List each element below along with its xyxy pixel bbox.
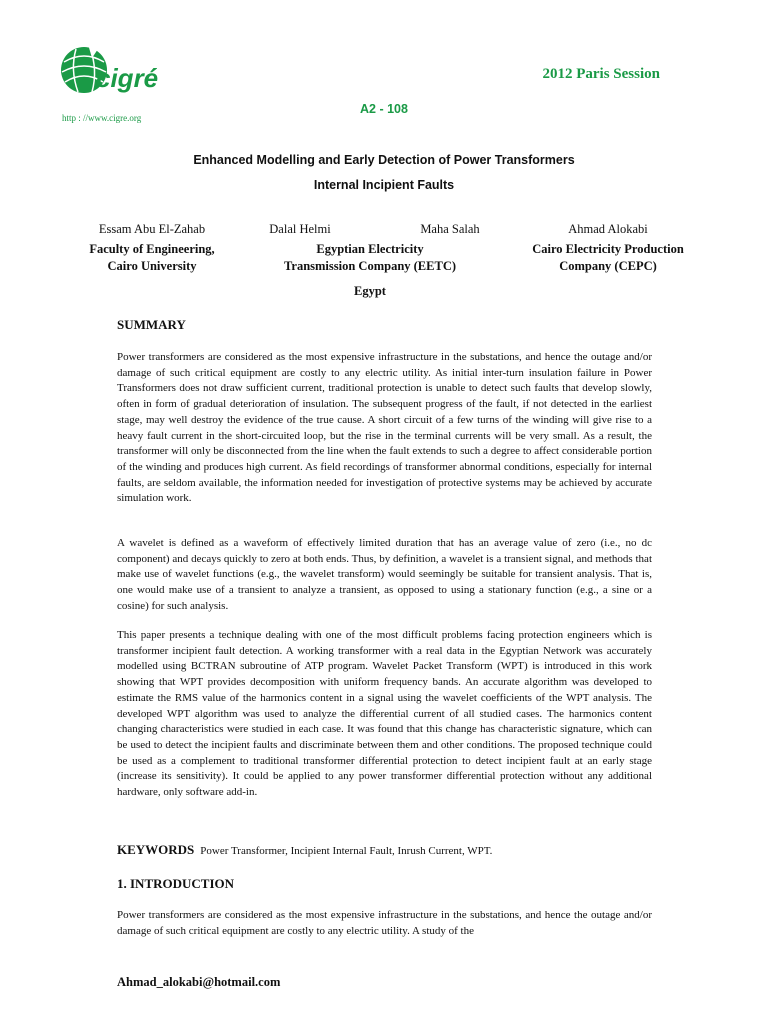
author-name: Ahmad Alokabi (568, 222, 648, 236)
author-block-2 (250, 221, 350, 238)
globe-icon (52, 40, 167, 110)
summary-paragraph-2: A wavelet is defined as a waveform of effectively limited duration that has an average value of zero (i.e., no dc component) and decays quickly to zero at both ends. Thus, by definition, a wavelet is a transient signal, and methods that make use of wavelet functions (e.g., the wavelet transform) would seemingly be suitable for transient analysis. That is, one would make use of a transient to analyze a transient, as opposed to using a stationary function (e.g., a sine or a cosine) for such analysis. (117, 537, 652, 612)
author-name: Maha Salah (420, 222, 480, 236)
keywords-line (117, 842, 492, 858)
author-block-1 (62, 221, 242, 275)
author-affiliation: Cairo University (107, 259, 197, 273)
cigre-logo (52, 40, 167, 110)
summary-paragraph-1: Power transformers are considered as the most expensive infrastructure in the substations, and hence the outage and/or damage of such critical equipment are costly to any electric utility. As initial inter-turn insulation failure in Power Transformers does not draw sufficient current, traditional protection is unable to detect such faults that develop slowly, often in form of gradual deterioration of insulation. The subsequent progress of the fault, if not detected in the earliest stage, may well destroy the evidence of the true cause. A short circuit of a few turns of the winding will give rise to a heavy fault current in the short-circuited loop, but the rise in the terminal currents will be very small. As a result, the transformer will only be disconnected from the line when the fault extends to such a degree to affect considerable portion of the winding and produces high current. As field recordings of transformer abnormal conditions, especially for internal faults, are seldom available, the information needed for investigation of protective systems may be achieved by accurate simulation work. (117, 351, 652, 505)
logo-wordmark: cigré (96, 63, 159, 93)
summary-heading: SUMMARY (117, 317, 186, 332)
contact-email[interactable]: Ahmad_alokabi@hotmail.com (117, 975, 281, 989)
author-affiliation: Faculty of Engineering, (89, 242, 215, 256)
keywords-label: KEYWORDS (117, 842, 195, 857)
summary-paragraph-3: This paper presents a technique dealing with one of the most difficult problems facing protection engineers which is transformer incipient fault detection. A working transformer with a real data in the Egyptian Network was accurately modelled using BCTRAN subroutine of ATP program. Wavelet Packet Transform (WPT) is introduced in this work showing that WPT provides decomposition with uniform frequency bands. An accurate algorithm was developed to estimate the RMS value of the harmonics content in a signal using the wavelet coefficients of the WPT analysis. The developed WPT algorithm was used to analyze the differential current of all studied cases. The harmonics content changing characteristics were studied in each case. It was found that this change has characteristic signature, which can be used to detect the incipient faults and discriminate between them and other conditions. The proposed technique could be used as a complement to traditional transformer differential protection to detect incipient fault at an early stage (increase its sensitivity). It could be applied to any power transformer differential protection without any additional hardware, only software add-in. (117, 629, 652, 799)
introduction-heading: 1. INTRODUCTION (117, 876, 235, 891)
author-name: Dalal Helmi (269, 222, 331, 236)
author-block-4 (508, 221, 708, 275)
paper-title-line-1: Enhanced Modelling and Early Detection of Power Transformers (193, 153, 575, 167)
shared-affiliation (245, 241, 495, 275)
site-url[interactable]: http : //www.cigre.org (62, 113, 142, 123)
author-block-3 (395, 221, 505, 238)
author-name: Essam Abu El-Zahab (98, 222, 206, 236)
session-label: 2012 Paris Session (542, 66, 660, 82)
affiliation-line: Transmission Company (EETC) (283, 259, 457, 273)
paper-title-line-2: Internal Incipient Faults (313, 178, 455, 192)
author-affiliation: Cairo Electricity Production (532, 242, 684, 256)
affiliation-line: Egyptian Electricity (316, 242, 424, 256)
author-country: Egypt (354, 284, 386, 298)
paper-id: A2 - 108 (360, 102, 408, 116)
author-affiliation: Company (CEPC) (559, 259, 657, 273)
keywords-text: Power Transformer, Incipient Internal Fault, Inrush Current, WPT. (200, 845, 493, 857)
introduction-paragraph-1: Power transformers are considered as the most expensive infrastructure in the substations, and hence the outage and/or damage of such critical equipment are costly to any electric utility. A study of the (117, 909, 652, 937)
